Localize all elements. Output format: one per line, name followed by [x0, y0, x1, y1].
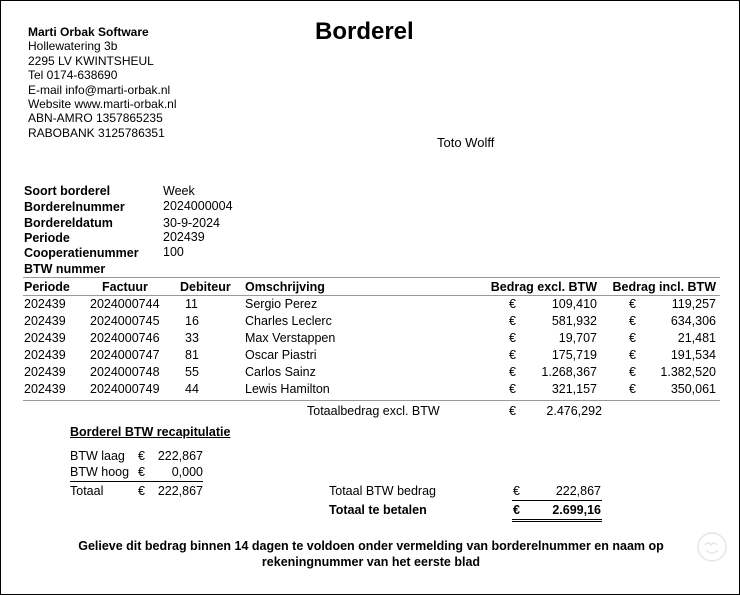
payment-note-line-1: Gelieve dit bedrag binnen 14 dagen te voldoen onder vermelding van borderelnummer en naam op — [78, 539, 664, 553]
meta-value: 2024000004 — [163, 199, 233, 213]
page-title: Borderel — [315, 18, 414, 45]
meta-label: Soort borderel — [24, 184, 111, 198]
cell-excl: 1.268,367 — [541, 365, 597, 379]
payment-note — [1, 538, 740, 570]
recap-totaal-value: 222,867 — [157, 484, 203, 498]
cell-currency: € — [509, 297, 516, 311]
cell-debiteur: 55 — [185, 365, 199, 379]
cell-factuur: 2024000748 — [90, 365, 160, 379]
cell-factuur: 2024000747 — [90, 348, 160, 362]
cell-omschrijving: Lewis Hamilton — [245, 382, 330, 396]
cell-factuur: 2024000745 — [90, 314, 160, 328]
total-rule — [512, 500, 602, 501]
total-pay-value: 2.699,16 — [552, 503, 601, 517]
company-address: Hollewatering 3b — [28, 39, 118, 54]
cell-excl: 109,410 — [551, 297, 597, 311]
cell-excl: 321,157 — [551, 382, 597, 396]
cell-incl: 191,534 — [670, 348, 716, 362]
total-double-rule-2 — [512, 521, 602, 522]
col-header-debiteur: Debiteur — [180, 280, 231, 294]
cell-debiteur: 16 — [185, 314, 199, 328]
cell-incl: 1.382,520 — [660, 365, 716, 379]
cell-currency: € — [629, 348, 636, 362]
cell-factuur: 2024000746 — [90, 331, 160, 345]
col-header-omschrijving: Omschrijving — [245, 280, 325, 294]
recap-currency: € — [138, 484, 145, 498]
company-postal-city: 2295 LV KWINTSHEUL — [28, 53, 154, 68]
total-pay-currency: € — [513, 503, 520, 517]
cell-incl: 21,481 — [677, 331, 716, 345]
cell-currency: € — [509, 382, 516, 396]
meta-value: 100 — [163, 245, 184, 259]
cell-debiteur: 11 — [185, 297, 198, 311]
col-header-periode: Periode — [24, 280, 70, 294]
cell-periode: 202439 — [24, 331, 66, 345]
cell-factuur: 2024000749 — [90, 382, 160, 396]
cell-periode: 202439 — [24, 382, 66, 396]
table-header-rule — [23, 295, 720, 296]
cell-omschrijving: Max Verstappen — [245, 331, 336, 345]
cell-currency: € — [629, 365, 636, 379]
col-header-incl: Bedrag incl. BTW — [612, 280, 716, 294]
cell-currency: € — [509, 331, 516, 345]
cell-factuur: 2024000744 — [90, 297, 160, 311]
total-pay-label: Totaal te betalen — [329, 503, 427, 517]
table-bottom-rule — [23, 400, 720, 401]
cell-omschrijving: Sergio Perez — [245, 297, 318, 311]
recap-totaal-label: Totaal — [70, 484, 104, 498]
meta-label: BTW nummer — [24, 262, 106, 276]
cell-periode: 202439 — [24, 348, 66, 362]
cell-excl: 175,719 — [551, 348, 597, 362]
cell-incl: 350,061 — [670, 382, 716, 396]
cell-currency: € — [629, 297, 636, 311]
company-bank-2: RABOBANK 3125786351 — [28, 125, 165, 140]
cell-omschrijving: Charles Leclerc — [245, 314, 332, 328]
cell-debiteur: 44 — [185, 382, 199, 396]
watermark-logo-icon — [696, 531, 728, 563]
cell-omschrijving: Oscar Piastri — [245, 348, 317, 362]
recap-btw-laag-value: 222,867 — [157, 449, 203, 463]
col-header-excl: Bedrag excl. BTW — [490, 280, 597, 294]
total-btw-currency: € — [513, 484, 520, 498]
cell-excl: 581,932 — [551, 314, 597, 328]
cell-incl: 119,257 — [671, 297, 716, 311]
company-website: Website www.marti-orbak.nl — [28, 97, 177, 112]
cell-currency: € — [509, 314, 516, 328]
company-tel: Tel 0174-638690 — [28, 68, 118, 83]
cell-currency: € — [509, 348, 516, 362]
total-excl-value: 2.476,292 — [546, 404, 602, 418]
meta-value: Week — [163, 184, 195, 198]
cell-periode: 202439 — [24, 297, 66, 311]
recipient-name: Toto Wolff — [437, 135, 495, 150]
meta-label: Cooperatienummer — [24, 246, 139, 260]
total-btw-label: Totaal BTW bedrag — [329, 484, 436, 498]
recap-title: Borderel BTW recapitulatie — [70, 425, 231, 439]
recap-currency: € — [138, 449, 145, 463]
cell-periode: 202439 — [24, 365, 66, 379]
cell-currency: € — [629, 331, 636, 345]
total-excl-label: Totaalbedrag excl. BTW — [307, 404, 440, 418]
cell-periode: 202439 — [24, 314, 66, 328]
meta-label: Periode — [24, 231, 70, 245]
cell-currency: € — [509, 365, 516, 379]
cell-currency: € — [629, 382, 636, 396]
cell-excl: 19,707 — [558, 331, 597, 345]
recap-rule — [70, 481, 203, 482]
recap-btw-hoog-label: BTW hoog — [70, 465, 130, 479]
cell-omschrijving: Carlos Sainz — [245, 365, 316, 379]
cell-debiteur: 33 — [185, 331, 199, 345]
recap-btw-laag-label: BTW laag — [70, 449, 125, 463]
meta-value: 202439 — [163, 230, 205, 244]
company-name: Marti Orbak Software — [28, 25, 149, 39]
company-info — [28, 25, 177, 140]
meta-value: 30-9-2024 — [163, 216, 220, 230]
company-email: E-mail info@marti-orbak.nl — [28, 82, 171, 97]
meta-label: Bordereldatum — [24, 216, 113, 230]
col-header-factuur: Factuur — [102, 280, 148, 294]
cell-currency: € — [629, 314, 636, 328]
cell-debiteur: 81 — [185, 348, 199, 362]
payment-note-line-2: rekeningnummer van het eerste blad — [261, 555, 481, 569]
table-top-rule — [23, 277, 720, 278]
total-btw-value: 222,867 — [555, 484, 601, 498]
company-bank-1: ABN-AMRO 1357865235 — [28, 111, 163, 126]
recap-btw-hoog-value: 0,000 — [171, 465, 203, 479]
total-excl-currency: € — [509, 404, 516, 418]
recap-currency: € — [138, 465, 145, 479]
cell-incl: 634,306 — [670, 314, 716, 328]
total-double-rule-1 — [512, 519, 602, 520]
meta-label: Borderelnummer — [24, 200, 125, 214]
